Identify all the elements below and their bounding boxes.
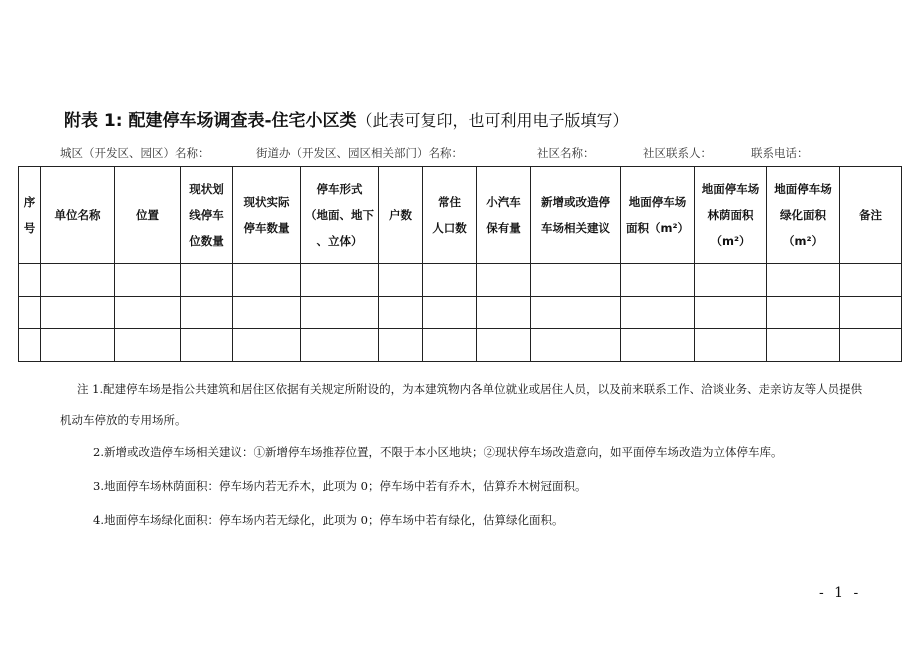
info-district-name: 城区（开发区、园区）名称： [60,146,210,160]
header-unit-name: 单位名称 [41,167,115,264]
table-cell[interactable] [423,264,477,297]
table-cell[interactable] [19,296,41,329]
table-cell[interactable] [477,329,531,362]
table-cell[interactable] [301,264,379,297]
table-cell[interactable] [621,329,695,362]
header-households: 户数 [379,167,423,264]
header-actual-parked: 现状实际 停车数量 [233,167,301,264]
table-cell[interactable] [423,296,477,329]
table-cell[interactable] [19,329,41,362]
table-cell[interactable] [840,329,902,362]
table-cell[interactable] [41,264,115,297]
page-number: - 1 - [819,585,862,601]
header-resident-population: 常住 人口数 [423,167,477,264]
table-cell[interactable] [621,264,695,297]
header-marked-spaces: 现状划 线停车 位数量 [181,167,233,264]
table-cell[interactable] [379,329,423,362]
table-cell[interactable] [531,329,621,362]
table-cell[interactable] [423,329,477,362]
header-car-ownership: 小汽车 保有量 [477,167,531,264]
header-shade-area: 地面停车场 林荫面积 （m²） [695,167,767,264]
table-cell[interactable] [767,296,840,329]
title-note: （此表可复印，也可利用电子版填写） [356,111,629,130]
table-row [19,264,902,297]
table-cell[interactable] [379,264,423,297]
header-parking-form: 停车形式 （地面、地下 、立体） [301,167,379,264]
note-3: 3.地面停车场林荫面积：停车场内若无乔木，此项为 0；停车场中若有乔木，估算乔木树冠面积。 [93,479,587,493]
table-header-row [19,167,902,264]
header-ground-area: 地面停车场 面积（m²） [621,167,695,264]
table-cell[interactable] [840,296,902,329]
table-cell[interactable] [41,329,115,362]
header-suggestions: 新增或改造停 车场相关建议 [531,167,621,264]
header-location: 位置 [115,167,181,264]
table-cell[interactable] [115,296,181,329]
table-cell[interactable] [233,296,301,329]
table-row [19,329,902,362]
table-cell[interactable] [115,329,181,362]
header-remarks: 备注 [840,167,902,264]
note-4: 4.地面停车场绿化面积：停车场内若无绿化，此项为 0；停车场中若有绿化，估算绿化面积。 [93,513,564,527]
header-serial: 序 号 [19,167,41,264]
parking-survey-table [18,166,902,362]
table-row [19,296,902,329]
note-1-line-2: 机动车停放的专用场所。 [60,413,187,427]
note-1-line-1: 注 1.配建停车场是指公共建筑和居住区依据有关规定所附设的，为本建筑物内各单位就业或居住人员，以及前来联系工作、洽谈业务、走亲访友等人员提供 [77,382,863,396]
table-cell[interactable] [840,264,902,297]
table-cell[interactable] [233,329,301,362]
table-cell[interactable] [531,296,621,329]
table-cell[interactable] [621,296,695,329]
info-contact-phone: 联系电话： [751,146,809,160]
table-cell[interactable] [181,296,233,329]
table-cell[interactable] [695,296,767,329]
header-green-area: 地面停车场 绿化面积 （m²） [767,167,840,264]
table-cell[interactable] [181,264,233,297]
info-community-name: 社区名称： [537,146,595,160]
table-cell[interactable] [181,329,233,362]
table-cell[interactable] [767,329,840,362]
table-cell[interactable] [41,296,115,329]
info-community-contact: 社区联系人： [643,146,712,160]
table-cell[interactable] [477,296,531,329]
table-cell[interactable] [531,264,621,297]
table-cell[interactable] [477,264,531,297]
table-body [19,264,902,362]
table-cell[interactable] [767,264,840,297]
table-cell[interactable] [379,296,423,329]
info-street-office-name: 街道办（开发区、园区相关部门）名称： [256,146,463,160]
table-cell[interactable] [695,329,767,362]
table-cell[interactable] [19,264,41,297]
note-2: 2.新增或改造停车场相关建议：①新增停车场推荐位置，不限于本小区地块；②现状停车场改造意向，如平面停车场改造为立体停车库。 [93,445,783,459]
table-cell[interactable] [301,296,379,329]
table-cell[interactable] [233,264,301,297]
table-cell[interactable] [115,264,181,297]
page-title [64,106,629,131]
table-cell[interactable] [695,264,767,297]
title-main: 附表 1: 配建停车场调查表-住宅小区类 [64,111,357,131]
table-cell[interactable] [301,329,379,362]
